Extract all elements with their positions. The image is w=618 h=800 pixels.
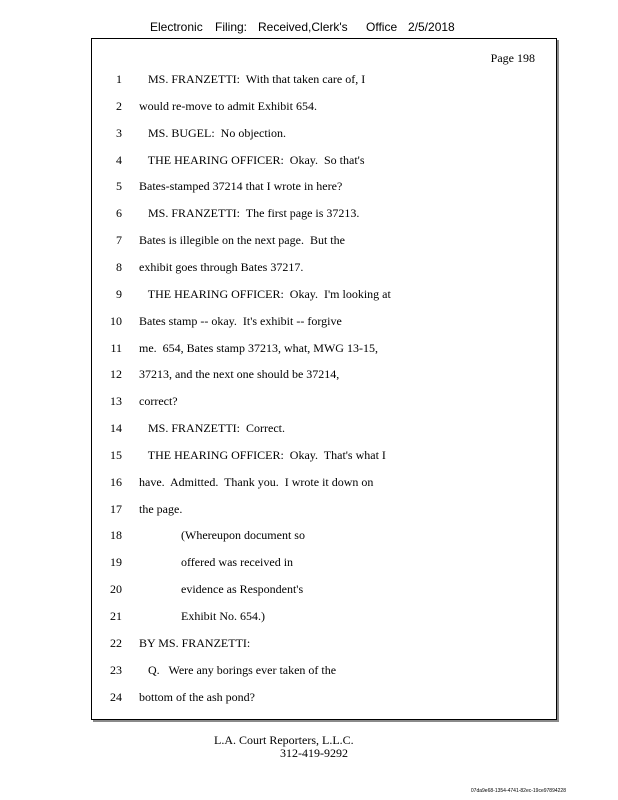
transcript-line (92, 260, 556, 280)
line-number: 15 (110, 447, 122, 462)
line-text: the page. (139, 501, 183, 516)
line-number: 1 (116, 72, 122, 86)
line-text: THE HEARING OFFICER: Okay. So that's (139, 152, 365, 167)
transcript-line (92, 609, 556, 629)
line-number: 7 (116, 233, 122, 248)
line-text: evidence as Respondent's (139, 582, 304, 597)
transcript-line (92, 394, 556, 414)
transcript-line (92, 126, 556, 146)
line-number: 11 (110, 340, 122, 355)
line-number: 10 (110, 313, 122, 328)
transcript-line (92, 421, 556, 441)
line-text: MS. FRANZETTI: Correct. (139, 421, 285, 436)
line-number: 21 (110, 609, 122, 623)
transcript-line (92, 555, 556, 575)
line-number: 18 (110, 528, 122, 543)
line-text: correct? (139, 394, 178, 409)
stamp-office: Office (366, 20, 398, 34)
line-number: 20 (110, 582, 122, 597)
line-number: 2 (116, 98, 122, 113)
stamp-electronic: Electronic (150, 20, 203, 34)
line-text: would re-move to admit Exhibit 654. (139, 98, 317, 113)
line-text: offered was received in (139, 555, 294, 570)
line-number: 14 (110, 421, 122, 436)
line-text: me. 654, Bates stamp 37213, what, MWG 13-15, (139, 340, 378, 355)
document-id: 07da9e68-1354-4741-82ec-19ce97894228 (470, 788, 566, 794)
line-text: bottom of the ash pond? (139, 689, 255, 704)
transcript-line (92, 663, 556, 683)
transcript-line (92, 582, 556, 602)
line-text: Bates stamp -- okay. It's exhibit -- forgive (139, 313, 342, 328)
line-number: 9 (116, 286, 122, 301)
stamp-filing: Filing: (215, 20, 248, 34)
transcript-line (92, 233, 556, 253)
transcript-line (92, 179, 556, 199)
filing-stamp (0, 20, 618, 36)
line-number: 5 (116, 179, 122, 194)
reporter-company: L.A. Court Reporters, L.L.C. (214, 733, 354, 747)
line-text: have. Admitted. Thank you. I wrote it down on (139, 474, 374, 489)
line-number: 23 (110, 662, 122, 677)
line-text: MS. FRANZETTI: With that taken care of, I (139, 72, 366, 86)
transcript-line (92, 636, 556, 656)
line-number: 22 (110, 635, 122, 650)
transcript-line (92, 206, 556, 226)
transcript-line (92, 528, 556, 548)
transcript-line (92, 367, 556, 387)
transcript-page (91, 38, 557, 720)
line-number: 8 (116, 259, 122, 274)
line-number: 13 (110, 394, 122, 409)
line-text: Q. Were any borings ever taken of the (139, 662, 337, 677)
transcript-line (92, 314, 556, 334)
line-number: 12 (110, 367, 122, 382)
line-number: 16 (110, 474, 122, 489)
transcript-line (92, 475, 556, 495)
line-text: Bates is illegible on the next page. But the (139, 233, 345, 248)
line-number: 3 (116, 125, 122, 140)
transcript-line (92, 99, 556, 119)
line-text: THE HEARING OFFICER: Okay. I'm looking at (139, 286, 391, 301)
line-text: Exhibit No. 654.) (139, 609, 265, 623)
transcript-line (92, 72, 556, 92)
line-text: MS. BUGEL: No objection. (139, 125, 286, 140)
line-text: BY MS. FRANZETTI: (139, 635, 251, 650)
transcript-line (92, 690, 556, 710)
transcript-line (92, 502, 556, 522)
line-text: 37213, and the next one should be 37214, (139, 367, 340, 382)
line-text: THE HEARING OFFICER: Okay. That's what I (139, 447, 386, 462)
line-text: MS. FRANZETTI: The first page is 37213. (139, 206, 360, 221)
line-text: exhibit goes through Bates 37217. (139, 259, 304, 274)
transcript-line (92, 448, 556, 468)
line-number: 6 (116, 206, 122, 221)
transcript-line (92, 341, 556, 361)
line-number: 24 (110, 689, 122, 704)
line-text: Bates-stamped 37214 that I wrote in here? (139, 179, 343, 194)
transcript-line (92, 153, 556, 173)
stamp-received: Received,Clerk's (258, 20, 348, 34)
line-number: 19 (110, 555, 122, 570)
reporter-phone: 312-419-9292 (280, 746, 348, 760)
line-number: 17 (110, 501, 122, 516)
transcript-line (92, 287, 556, 307)
stamp-date: 2/5/2018 (408, 20, 455, 34)
line-number: 4 (116, 152, 122, 167)
line-text: (Whereupon document so (139, 528, 305, 543)
page-number: Page 198 (490, 51, 535, 65)
